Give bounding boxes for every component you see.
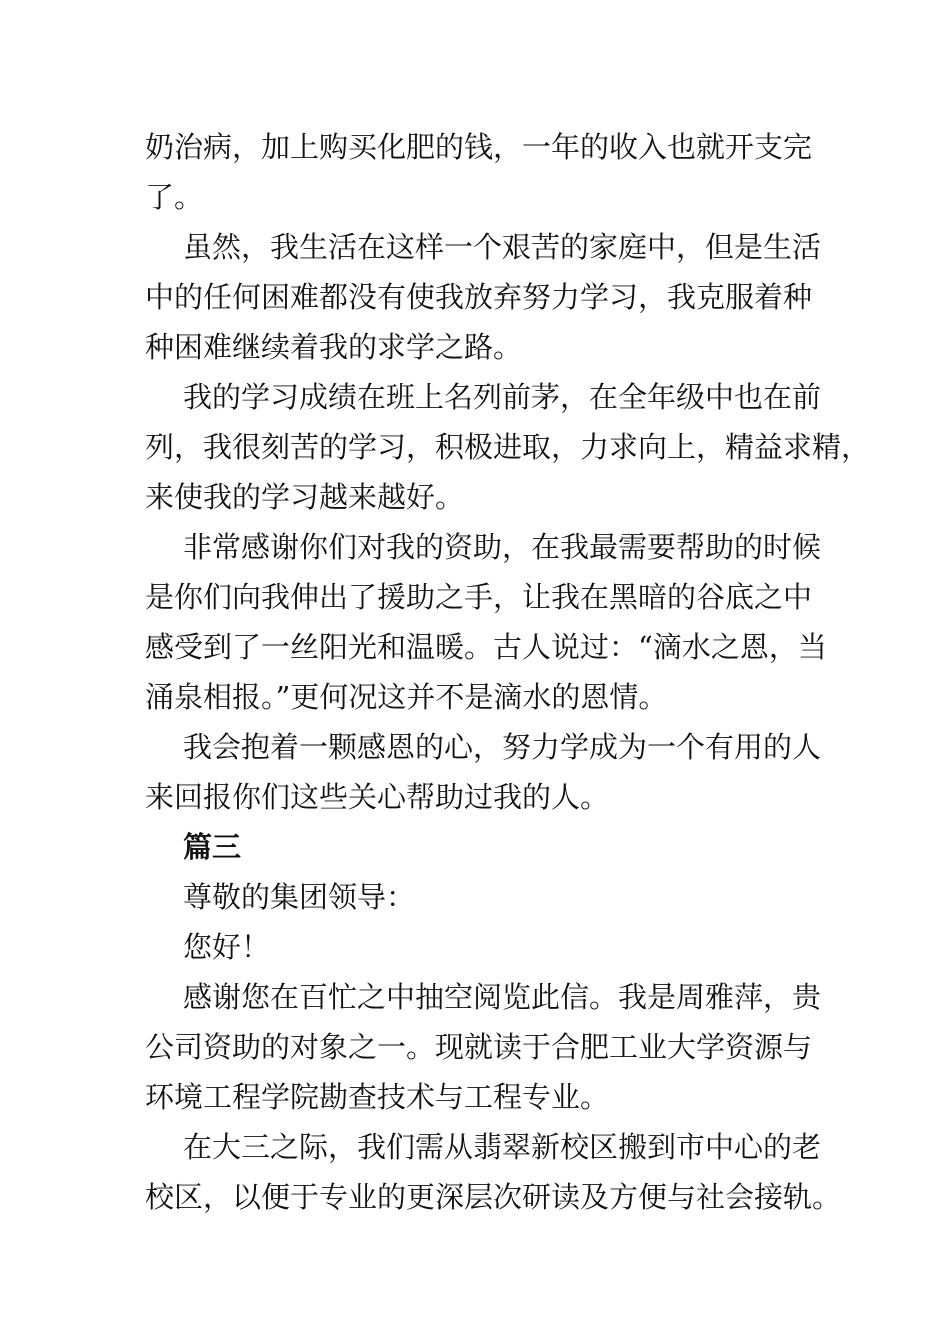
- paragraph-2-line-3: 来使我的学习越来越好。: [145, 480, 465, 514]
- paragraph-5-line-1: 感谢您在百忙之中抽空阅览此信。我是周雅萍，贵: [183, 980, 822, 1014]
- paragraph-1-line-3: 种困难继续着我的求学之路。: [145, 330, 523, 364]
- paragraph-3-line-3: 感受到了一丝阳光和温暖。古人说过：“滴水之恩，当: [145, 630, 827, 664]
- paragraph-3-line-1: 非常感谢你们对我的资助，在我最需要帮助的时候: [183, 530, 822, 564]
- paragraph-6-line-2: 校区，以便于专业的更深层次研读及方便与社会接轨。: [145, 1180, 842, 1214]
- section-heading: 篇三: [183, 830, 242, 864]
- salutation: 尊敬的集团领导：: [183, 880, 416, 914]
- paragraph-2-line-2: 列，我很刻苦的学习，积极进取，力求向上，精益求精，: [145, 430, 871, 464]
- continuation-line-2: 了。: [145, 180, 204, 214]
- paragraph-6-line-1: 在大三之际，我们需从翡翠新校区搬到市中心的老: [183, 1130, 822, 1164]
- paragraph-5-line-2: 公司资助的对象之一。现就读于合肥工业大学资源与: [145, 1030, 813, 1064]
- document-page: [145, 122, 871, 1222]
- greeting: 您好！: [183, 930, 271, 964]
- paragraph-3-line-2: 是你们向我伸出了援助之手，让我在黑暗的谷底之中: [145, 580, 813, 614]
- paragraph-3-line-4: 涌泉相报。”更何况这并不是滴水的恩情。: [145, 680, 668, 714]
- paragraph-4-line-2: 来回报你们这些关心帮助过我的人。: [145, 780, 610, 814]
- paragraph-4-line-1: 我会抱着一颗感恩的心，努力学成为一个有用的人: [183, 730, 822, 764]
- paragraph-1-line-1: 虽然，我生活在这样一个艰苦的家庭中，但是生活: [183, 230, 822, 264]
- paragraph-1-line-2: 中的任何困难都没有使我放弃努力学习，我克服着种: [145, 280, 813, 314]
- continuation-line-1: 奶治病，加上购买化肥的钱，一年的收入也就开支完: [145, 130, 813, 164]
- paragraph-2-line-1: 我的学习成绩在班上名列前茅，在全年级中也在前: [183, 380, 822, 414]
- paragraph-5-line-3: 环境工程学院勘查技术与工程专业。: [145, 1080, 610, 1114]
